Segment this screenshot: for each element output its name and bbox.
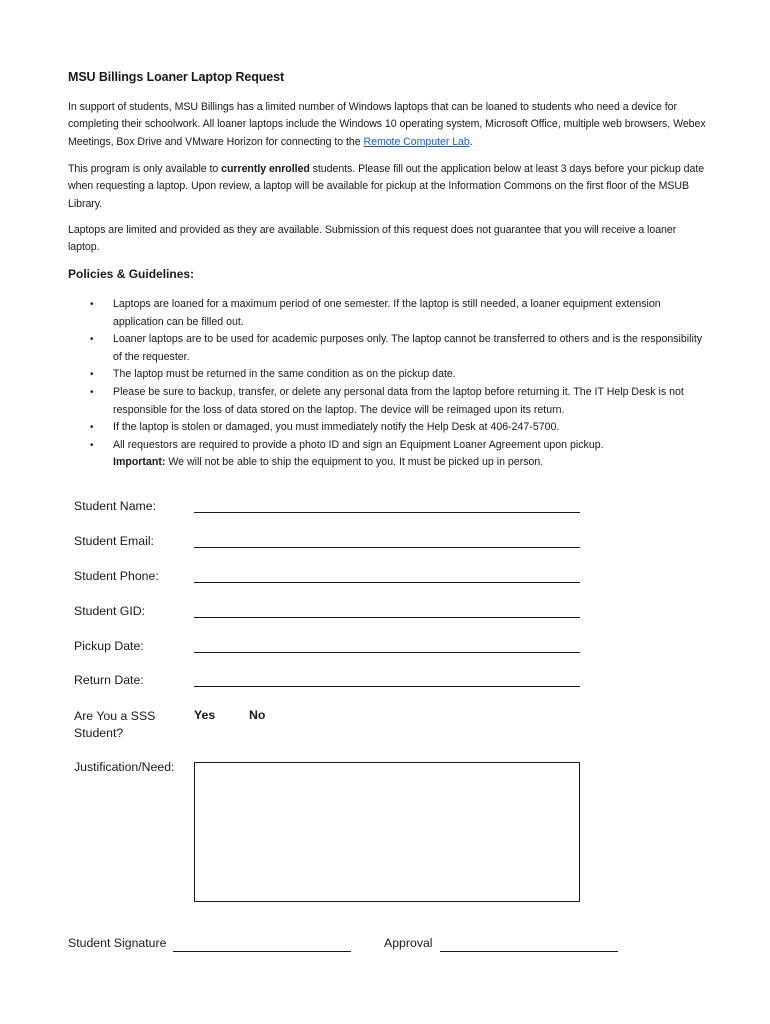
bullet-icon: • [90, 439, 94, 451]
student-phone-field[interactable] [194, 582, 580, 583]
justification-textarea[interactable] [194, 762, 580, 902]
policies-heading: Policies & Guidelines: [68, 267, 195, 281]
bullet-icon: • [90, 334, 94, 346]
currently-enrolled-emphasis: currently enrolled [221, 163, 310, 175]
bullet-icon: • [90, 386, 94, 398]
bullet-icon: • [90, 422, 94, 434]
student-signature-label: Student Signature [68, 936, 167, 950]
return-date-label: Return Date: [74, 673, 144, 687]
policies-list [68, 296, 708, 472]
bullet-icon: • [90, 369, 94, 381]
student-name-field[interactable] [194, 512, 580, 513]
sss-no-option[interactable]: No [249, 708, 266, 722]
list-item: • All requestors are required to provide a photo ID and sign an Equipment Loaner Agreement upon pickup. Important: We will not be able to ship the equipment to you. It must be picked up in person. [90, 438, 604, 469]
important-label: Important: [113, 456, 166, 469]
list-item: • The laptop must be returned in the same condition as on the pickup date. [68, 366, 708, 384]
student-phone-label: Student Phone: [74, 569, 159, 583]
student-email-field[interactable] [194, 547, 580, 548]
bullet-icon: • [90, 299, 94, 310]
student-signature-field[interactable] [173, 951, 351, 952]
eligibility-paragraph: This program is only available to currently enrolled students. Please fill out the application below at least 3 days before your pickup date when requesting a laptop. Upon review, a laptop will be available for pickup at the Information Commons on the first floor of the MSUB Library. [68, 163, 705, 210]
approval-field[interactable] [440, 951, 618, 952]
list-item: • Laptops are loaned for a maximum period of one semester. If the laptop is still needed, a loaner equipment extension application can be filled out. [90, 298, 661, 328]
list-item: • Please be sure to backup, transfer, or delete any personal data from the laptop before returning it. The IT Help Desk is not responsible for the loss of data stored on the laptop. The device will be reimaged upon its return. [90, 385, 684, 416]
sss-question-label: Are You a SSS Student? [74, 709, 156, 740]
pickup-date-label: Pickup Date: [74, 639, 144, 653]
document-title: MSU Billings Loaner Laptop Request [68, 70, 285, 84]
availability-paragraph: Laptops are limited and provided as they are available. Submission of this request does not guarantee that you will receive a loaner laptop. [68, 224, 677, 254]
pickup-date-field[interactable] [194, 652, 580, 653]
approval-label: Approval [384, 936, 433, 950]
list-item: • If the laptop is stolen or damaged, you must immediately notify the Help Desk at 406-247-5700. [68, 419, 708, 437]
return-date-field[interactable] [194, 686, 580, 687]
intro-paragraph: In support of students, MSU Billings has a limited number of Windows laptops that can be loaned to students who need a device for completing their schoolwork. All loaner laptops include the Windows 10 operating system, Microsoft Office, multiple web browsers, Webex Meetings, Box Drive and VMware Horizon for connecting to the Remote Computer Lab. [68, 101, 706, 148]
list-item: • Loaner laptops are to be used for academic purposes only. The laptop cannot be transferred to others and is the responsibility of the requester. [90, 333, 703, 363]
student-gid-field[interactable] [194, 617, 580, 618]
student-email-label: Student Email: [74, 534, 154, 548]
sss-yes-option[interactable]: Yes [194, 708, 216, 722]
student-name-label: Student Name: [74, 499, 157, 513]
student-gid-label: Student GID: [74, 604, 146, 618]
justification-label: Justification/Need: [74, 760, 175, 774]
remote-computer-lab-link[interactable]: Remote Computer Lab [363, 135, 470, 148]
